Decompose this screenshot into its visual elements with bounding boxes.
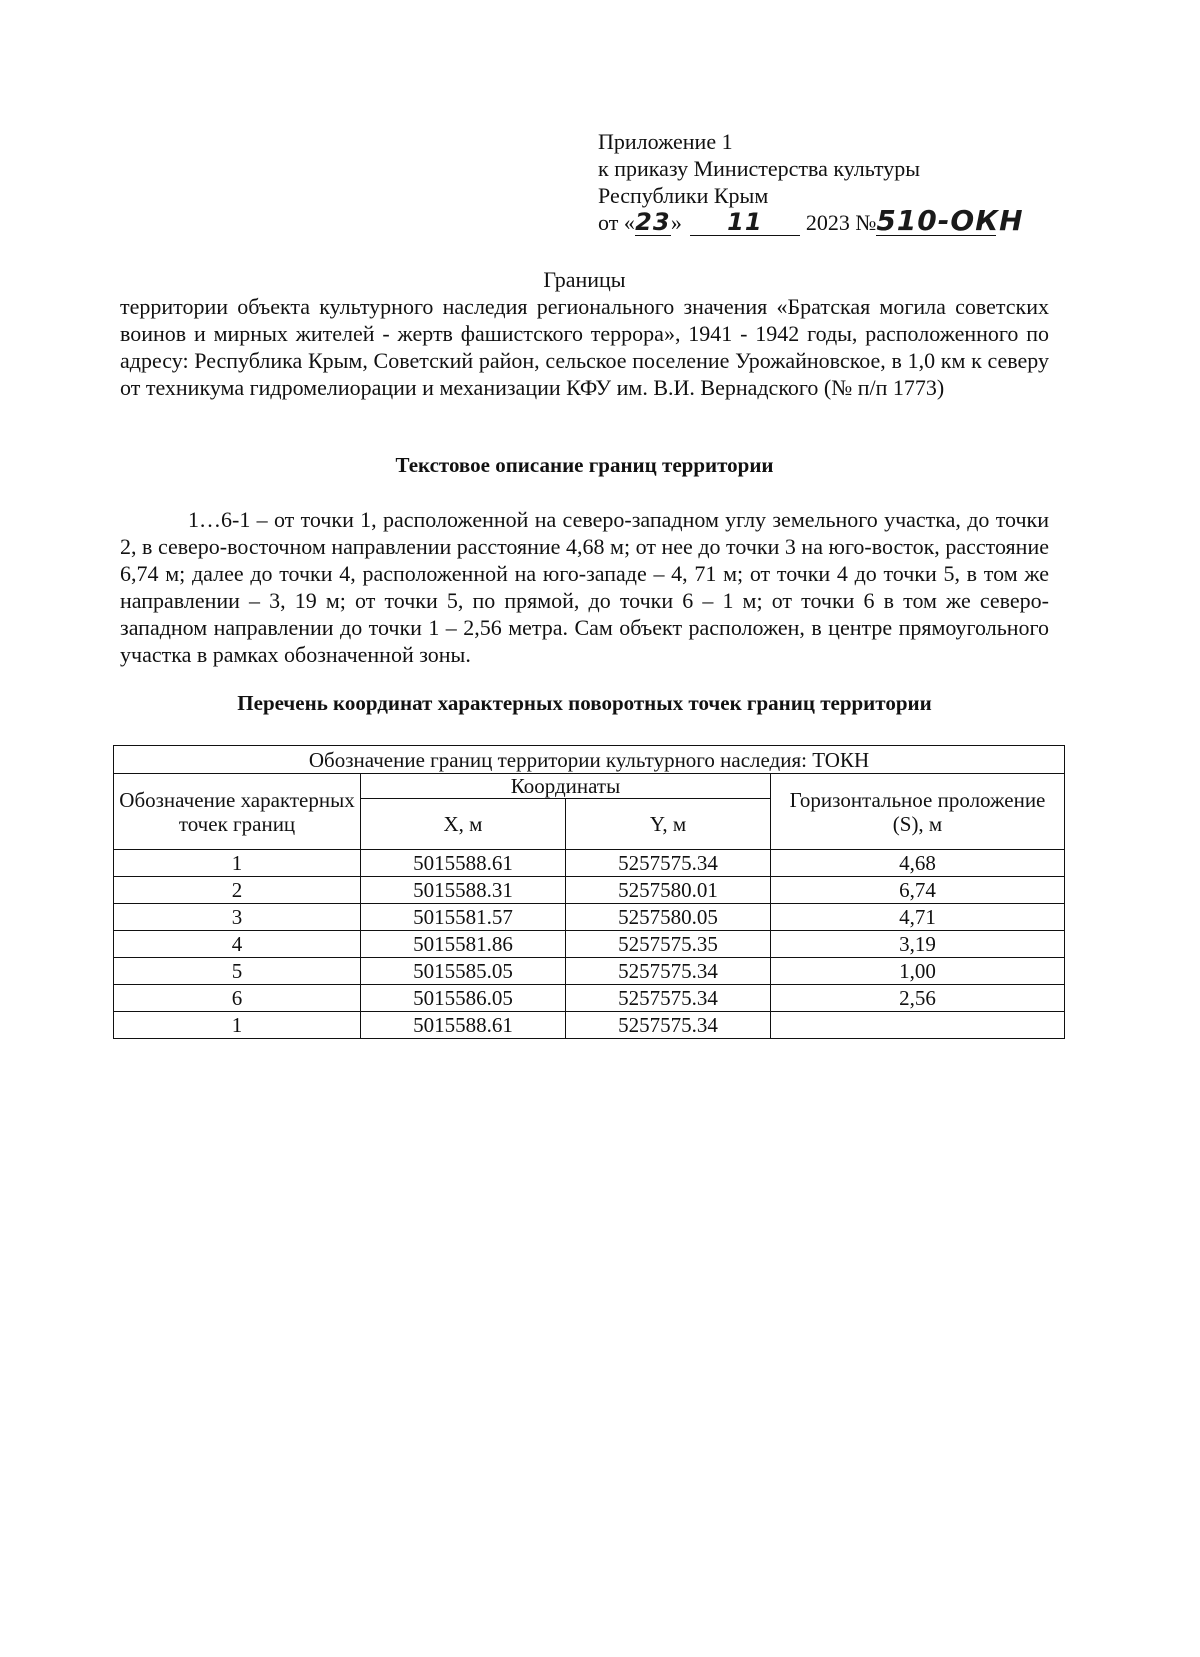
cell-s bbox=[771, 1012, 1065, 1039]
date-prefix: от « bbox=[598, 210, 635, 235]
cell-x: 5015588.31 bbox=[361, 877, 566, 904]
cell-y: 5257575.34 bbox=[566, 958, 771, 985]
cell-s: 2,56 bbox=[771, 985, 1065, 1012]
appendix-line-2: к приказу Министерства культуры bbox=[598, 156, 921, 181]
cell-s: 4,68 bbox=[771, 850, 1065, 877]
table-caption-row bbox=[114, 746, 1065, 774]
table-row bbox=[114, 931, 1065, 958]
cell-y: 5257580.01 bbox=[566, 877, 771, 904]
table-row bbox=[114, 1012, 1065, 1039]
text-description-heading: Текстовое описание границ территории bbox=[395, 453, 774, 477]
order-day bbox=[635, 210, 671, 236]
table-header-row bbox=[114, 774, 1065, 799]
table-row bbox=[114, 850, 1065, 877]
cell-s: 3,19 bbox=[771, 931, 1065, 958]
coordinates-list-heading: Перечень координат характерных поворотных точек границ территории bbox=[237, 691, 932, 715]
cell-point: 1 bbox=[114, 850, 361, 877]
order-year: 2023 № bbox=[805, 210, 877, 235]
order-month-handwritten: 11 bbox=[727, 208, 763, 236]
cell-x: 5015581.86 bbox=[361, 931, 566, 958]
cell-point: 5 bbox=[114, 958, 361, 985]
order-day-handwritten: 23 bbox=[635, 208, 671, 236]
order-date-line bbox=[598, 204, 1058, 237]
header-y: Y, м bbox=[566, 799, 771, 850]
header-x: X, м bbox=[361, 799, 566, 850]
cell-point: 1 bbox=[114, 1012, 361, 1039]
appendix-line-1: Приложение 1 bbox=[598, 129, 733, 154]
coordinates-table bbox=[113, 745, 1065, 1039]
subject-paragraph: территории объекта культурного наследия регионального значения «Братская могила советских воинов и мирных жителей - жертв фашистского террора», 1941 - 1942 годы, расположенного по адресу: Республика Крым, Советский район, сельское поселение Урожайновское, в 1,0 км к северу от техникума гидромелиорации и механизации КФУ им. В.И. Вернадского (№ п/п 1773) bbox=[120, 294, 1049, 400]
table-row bbox=[114, 877, 1065, 904]
table-caption: Обозначение границ территории культурного наследия: ТОКН bbox=[114, 746, 1065, 774]
cell-s: 4,71 bbox=[771, 904, 1065, 931]
header-point-designation: Обозначение характерных точек границ bbox=[114, 774, 361, 850]
appendix-block bbox=[598, 128, 1058, 236]
header-horizontal-distance: Горизонтальное проложение (S), м bbox=[771, 774, 1065, 850]
text-description-paragraph: 1…6-1 – от точки 1, расположенной на северо-западном углу земельного участка, до точки 2, в северо-восточном направлении расстояние 4,68 м; от нее до точки 3 на юго-восток, расстояние 6,74 м; далее до точки 4, расположенной на юго-западе – 4, 71 м; от точки 4 до точки 5, в том же направлении – 3, 19 м; от точки 5, по прямой, до точки 6 – 1 м; от точки 6 в том же северо-западном направлении до точки 1 – 2,56 метра. Сам объект расположен, в центре прямоугольного участка в рамках обозначенной зоны. bbox=[120, 507, 1049, 667]
order-month bbox=[690, 210, 800, 236]
date-mid: » bbox=[670, 210, 682, 235]
cell-s: 1,00 bbox=[771, 958, 1065, 985]
table-row bbox=[114, 958, 1065, 985]
cell-x: 5015581.57 bbox=[361, 904, 566, 931]
table-row bbox=[114, 985, 1065, 1012]
cell-point: 2 bbox=[114, 877, 361, 904]
cell-x: 5015586.05 bbox=[361, 985, 566, 1012]
cell-x: 5015588.61 bbox=[361, 850, 566, 877]
cell-y: 5257580.05 bbox=[566, 904, 771, 931]
cell-y: 5257575.34 bbox=[566, 850, 771, 877]
cell-point: 4 bbox=[114, 931, 361, 958]
table-row bbox=[114, 904, 1065, 931]
cell-y: 5257575.34 bbox=[566, 1012, 771, 1039]
order-number bbox=[876, 204, 1024, 237]
cell-x: 5015588.61 bbox=[361, 1012, 566, 1039]
cell-y: 5257575.34 bbox=[566, 985, 771, 1012]
cell-y: 5257575.35 bbox=[566, 931, 771, 958]
appendix-line-3: Республики Крым bbox=[598, 183, 769, 208]
order-number-handwritten: 510-ОКН bbox=[876, 204, 1024, 237]
cell-x: 5015585.05 bbox=[361, 958, 566, 985]
cell-s: 6,74 bbox=[771, 877, 1065, 904]
document-title: Границы bbox=[543, 267, 626, 292]
header-coordinates: Координаты bbox=[361, 774, 771, 799]
cell-point: 3 bbox=[114, 904, 361, 931]
cell-point: 6 bbox=[114, 985, 361, 1012]
